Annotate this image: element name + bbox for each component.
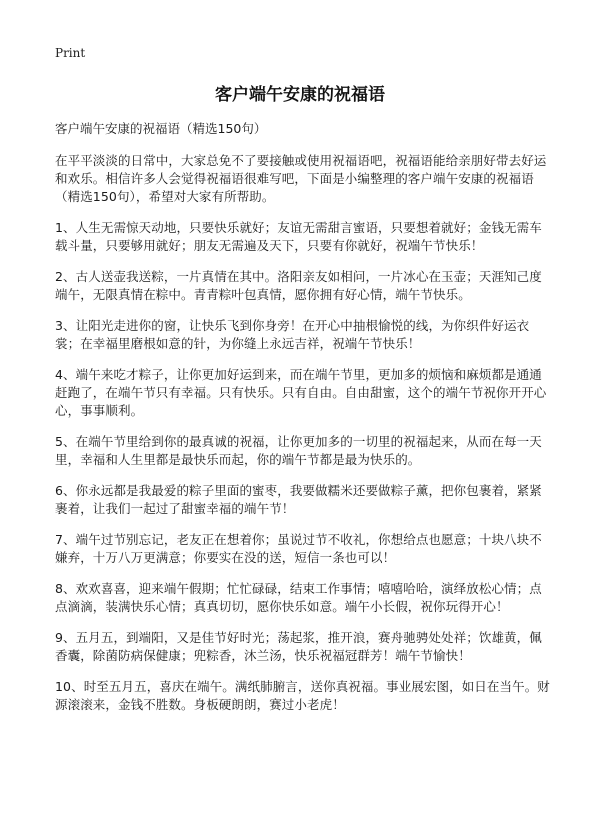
- blessing-paragraph-10: 10、时至五月五，喜庆在端午。满纸肺腑言，送你真祝福。事业展宏图，如日在当午。财源滚滚来，金钱不胜数。身板硬朗朗，赛过小老虎！: [55, 679, 550, 712]
- blessing-paragraph-6: 6、你永远都是我最爱的粽子里面的蜜枣，我要做糯米还要做粽子薰，把你包裹着，紧紧裹着，让我们一起过了甜蜜幸福的端午节！: [55, 483, 542, 516]
- article-subtitle: 客户端午安康的祝福语（精选150句）: [55, 121, 267, 136]
- blessing-paragraph-3: 3、让阳光走进你的窗，让快乐飞到你身旁！在开心中抽根愉悦的线，为你织件好运衣裳；在幸福里磨根如意的针，为你缝上永远吉祥，祝端午节快乐！: [55, 318, 530, 351]
- page-title: 客户端午安康的祝福语: [215, 85, 385, 105]
- article-body: [55, 120, 551, 727]
- blessing-paragraph-2: 2、古人送壶我送粽，一片真情在其中。洛阳亲友如相问，一片冰心在玉壶；天涯知己度端午，无限真情在粽中。青青粽叶包真情，愿你拥有好心情，端午节快乐。: [55, 269, 542, 302]
- blessing-paragraph-5: 5、在端午节里给到你的最真诚的祝福，让你更加多的一切里的祝福起来，从而在每一天里，幸福和人生里都是最快乐而起，你的端午节都是最为快乐的。: [55, 434, 542, 467]
- intro-paragraph: 在平平淡淡的日常中，大家总免不了要接触或使用祝福语吧，祝福语能给亲朋好带去好运和欢乐。相信许多人会觉得祝福语很难写吧，下面是小编整理的客户端午安康的祝福语（精选150句），希望对大家有所帮助。: [55, 153, 547, 204]
- blessing-paragraph-9: 9、五月五，到端阳，又是佳节好时光；荡起浆，推开浪，赛舟驰骋处处祥；饮雄黄，佩香囊，除菌防病保健康；兜粽香，沐兰汤，快乐祝福冠群芳！端午节愉快！: [55, 630, 542, 663]
- print-link[interactable]: Print: [55, 46, 86, 60]
- blessing-paragraph-4: 4、端午来吃才粽子，让你更加好运到来，而在端午节里，更加多的烦恼和麻烦都是通通赶跑了，在端午节只有幸福。只有快乐。只有自由。自由甜蜜，这个的端午节祝你开开心心，事事顺利。: [55, 367, 547, 418]
- blessing-paragraph-8: 8、欢欢喜喜，迎来端午假期；忙忙碌碌，结束工作事情；嘻嘻哈哈，演绎放松心情；点点滴滴，装满快乐心情；真真切切，愿你快乐如意。端午小长假，祝你玩得开心！: [55, 581, 542, 614]
- blessing-paragraph-1: 1、人生无需惊天动地，只要快乐就好；友谊无需甜言蜜语，只要想着就好；金钱无需车载斗量，只要够用就好；朋友无需遍及天下，只要有你就好，祝端午节快乐！: [55, 220, 542, 253]
- blessing-paragraph-7: 7、端午过节别忘记，老友正在想着你；虽说过节不收礼，你想给点也愿意；十块八块不嫌弃，十万八万更满意；你要实在没的送，短信一条也可以！: [55, 532, 542, 565]
